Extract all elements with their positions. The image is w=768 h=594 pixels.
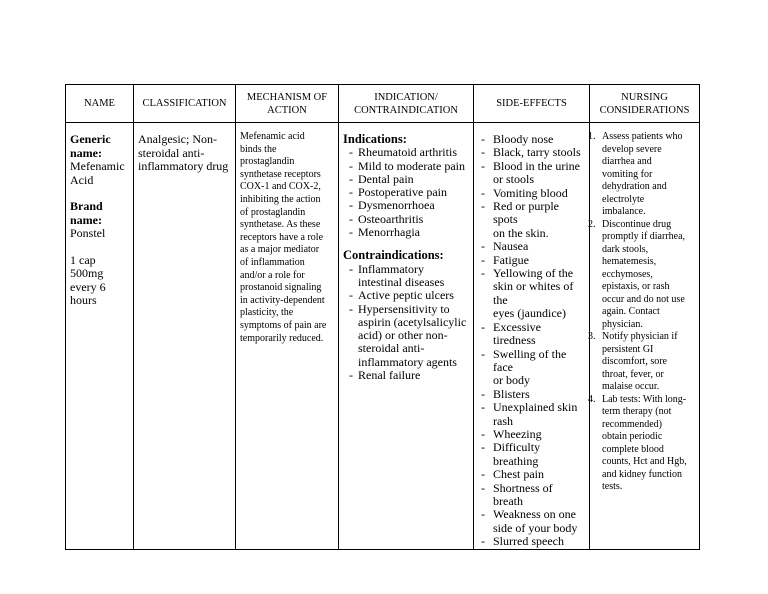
list-item: - Difficulty breathing [478,441,585,468]
list-item: - Rheumatoid arthritis [343,146,469,159]
nursing-list [590,131,697,494]
header-row [66,85,700,123]
indication-cell [339,123,474,550]
list-item: - Nausea [478,240,585,253]
list-item: - Dysmenorrhoea [343,199,469,212]
indications-list [343,146,469,239]
mechanism-cell [236,123,339,550]
drug-row [66,123,700,550]
contraindications-heading: Contraindications: [343,248,444,263]
list-item: - Osteoarthritis [343,213,469,226]
header-name: NAME [66,85,134,123]
indications-heading: Indications: [343,132,407,146]
generic-name-value: Mefenamic [70,159,125,173]
dose-text: 1 cap [70,252,96,267]
brand-name-value: Ponstel [70,226,106,240]
header-side-effects: SIDE-EFFECTS [474,85,590,123]
list-item: - Red or purple spots on the skin. [478,200,585,240]
list-item: - Menorrhagia [343,226,469,239]
list-item: - Yellowing of the skin or whites of the eyes (jaundice) [478,267,585,321]
generic-name-label: Generic [70,132,111,146]
list-item: - Blisters [478,388,585,401]
classification-text: Analgesic; Non- [138,132,217,146]
list-item: - Vomiting blood [478,187,585,200]
list-item: - Shortness of breath [478,482,585,509]
drug-table [65,84,700,550]
list-item: - Slurred speech [478,535,585,548]
nursing-cell [590,123,700,550]
list-item: 2. Discontinue drug promptly if diarrhea, dark stools, hematemesis, ecchymoses, epistaxis, or rash occur and do not use again. Contact physician. [588,218,686,330]
list-item: - Swelling of the face or body [478,348,585,388]
side-effects-cell [474,123,590,550]
side-effects-list [478,133,585,549]
list-item: - Chest pain [478,468,585,481]
name-cell: Generic name: Mefenamic Acid Brand name: Ponstel 1 cap 500mg every 6 hours [66,123,134,550]
list-item: - Hypersensitivity to aspirin (acetylsalicylic acid) or other non- steroidal anti- inflammatory agents [343,303,469,369]
header-classification: CLASSIFICATION [134,85,236,123]
list-item: - Wheezing [478,428,585,441]
list-item: 4. Lab tests: With long- term therapy (not recommended) obtain periodic complete blood counts, Hct and Hgb, and kidney function tests. [588,393,687,492]
contraindications-list [343,263,469,383]
list-item: - Fatigue [478,254,585,267]
list-item: - Excessive tiredness [478,321,585,348]
list-item: - Bloody nose [478,133,585,146]
classification-cell: Analgesic; Non- steroidal anti- inflammatory drug [134,123,236,550]
list-item: - Blood in the urine or stools [478,160,585,187]
list-item: - Unexplained skin rash [478,401,585,428]
brand-name-label: Brand [70,199,103,213]
list-item: - Dental pain [343,173,469,186]
mechanism-text: Mefenamic acid binds the prostaglandin synthetase receptors COX-1 and COX-2, inhibiting the action of prostaglandin synthetase. As these receptors have a role as a major mediator of inflammation and/or a role for prostanoid signaling in activity-dependent plasticity, the symptoms of pain are temporarily reduced. [240,131,327,344]
list-item: - Active peptic ulcers [343,289,469,302]
list-item: 1. Assess patients who develop severe diarrhea and vomiting for dehydration and electrolyte imbalance. [588,131,683,217]
list-item: - Mild to moderate pain [343,160,469,173]
list-item: 3. Notify physician if persistent GI discomfort, sore throat, fever, or malaise occur. [588,331,678,392]
header-indication: INDICATION/ CONTRAINDICATION [339,85,474,123]
header-nursing: NURSING CONSIDERATIONS [590,85,700,123]
list-item: - Inflammatory intestinal diseases [343,263,469,290]
list-item: - Renal failure [343,369,469,382]
header-mechanism: MECHANISM OF ACTION [236,85,339,123]
list-item: - Postoperative pain [343,186,469,199]
list-item: - Black, tarry stools [478,146,585,159]
list-item: - Weakness on one side of your body [478,508,585,535]
